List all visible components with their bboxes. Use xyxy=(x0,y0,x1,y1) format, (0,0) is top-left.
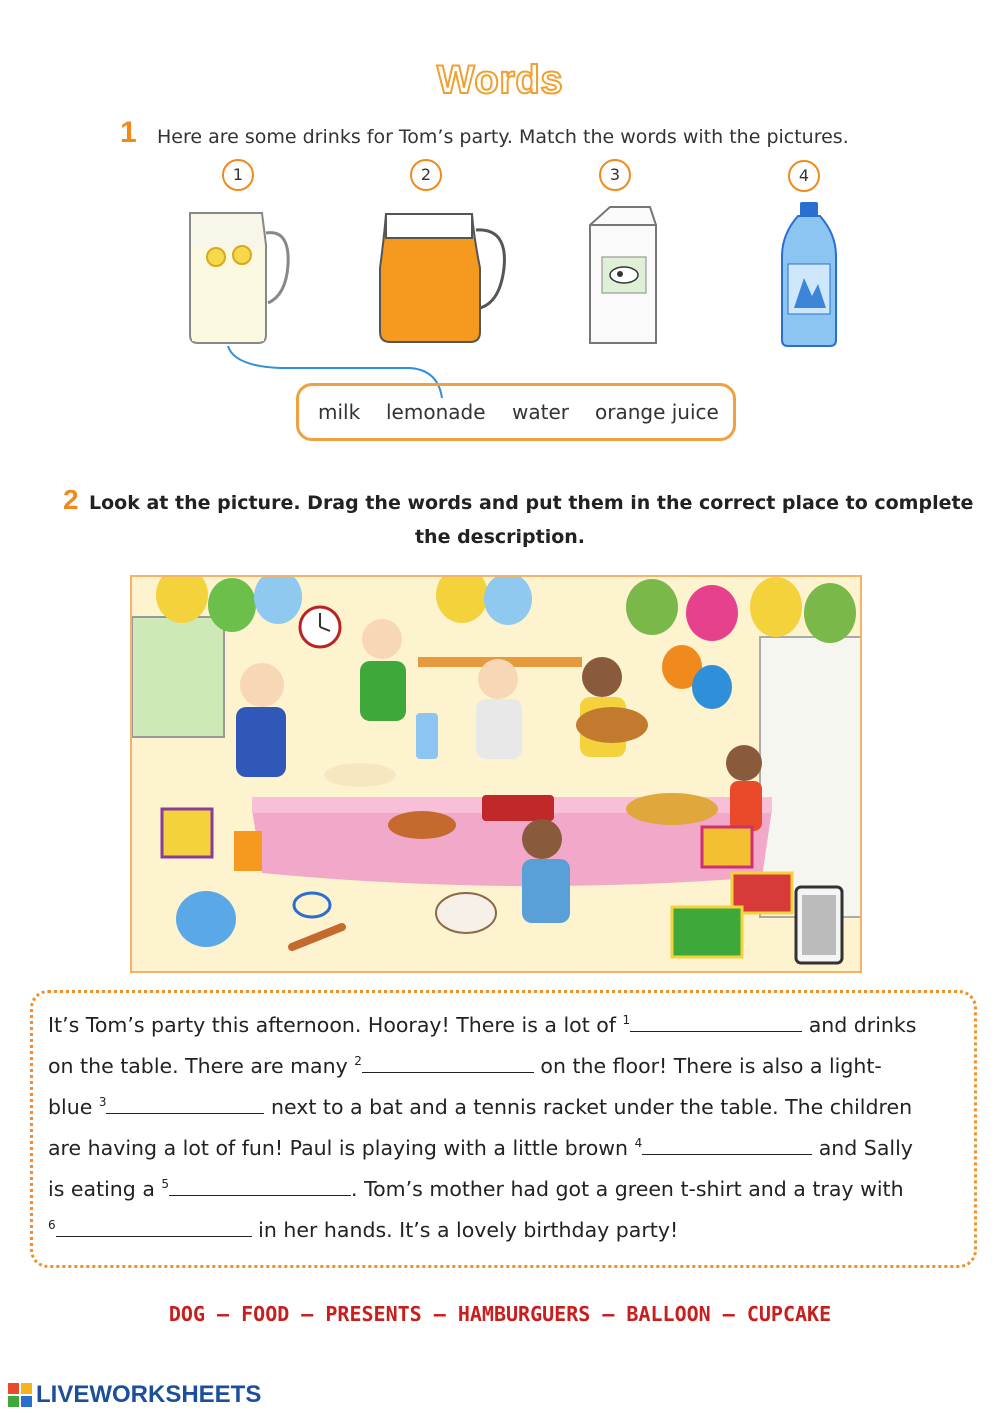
paragraph-line-4 xyxy=(48,1136,951,1160)
present-icon xyxy=(672,907,742,957)
word-lemonade[interactable]: lemonade xyxy=(386,400,486,424)
blank-4-input[interactable] xyxy=(642,1138,812,1155)
blank-number-6: 6 xyxy=(48,1218,56,1233)
word-bank[interactable]: DOG – FOOD – PRESENTS – HAMBURGUERS – BALLOON – CUPCAKE xyxy=(168,1302,832,1326)
blank-3-input[interactable] xyxy=(106,1097,264,1114)
word-water[interactable]: water xyxy=(512,400,569,424)
present-icon xyxy=(702,827,752,867)
blank-5-input[interactable] xyxy=(169,1179,351,1196)
exercise2-number: 2 xyxy=(63,484,79,515)
word-orange-juice[interactable]: orange juice xyxy=(595,400,719,424)
text-segment: blue xyxy=(48,1095,99,1119)
exercise2-instruction-line1: Look at the picture. Drag the words and put them in the correct place to complete xyxy=(89,492,974,514)
text-segment: It’s Tom’s party this afternoon. Hooray! There is a lot of xyxy=(48,1013,623,1037)
balloon-pink-icon xyxy=(686,585,738,641)
girl xyxy=(582,657,622,697)
picture-number-2: 2 xyxy=(410,159,442,191)
text-segment: is eating a xyxy=(48,1177,162,1201)
blank-number-2: 2 xyxy=(354,1054,362,1069)
blank-2-input[interactable] xyxy=(362,1056,534,1073)
child-blonde xyxy=(240,663,284,707)
exercise1-instruction: Here are some drinks for Tom’s party. Match the words with the pictures. xyxy=(157,126,849,148)
paragraph-line-6 xyxy=(48,1218,951,1242)
balloon-green-icon xyxy=(208,578,256,632)
text-segment: in her hands. It’s a lovely birthday party! xyxy=(251,1218,679,1242)
juice-jug-icon xyxy=(234,831,262,871)
bottle-icon xyxy=(416,713,438,759)
dog-icon xyxy=(436,893,496,933)
tom xyxy=(478,659,518,699)
blank-number-1: 1 xyxy=(622,1013,631,1028)
chocolate-box-icon xyxy=(482,795,554,821)
liveworksheets-logo[interactable]: LIVEWORKSHEETS xyxy=(36,1381,262,1408)
paragraph-line-3 xyxy=(48,1095,951,1119)
exercise1-number: 1 xyxy=(120,116,137,149)
paul xyxy=(522,819,562,859)
text-segment: next to a bat and a tennis racket under the table. The children xyxy=(264,1095,913,1119)
word-milk[interactable]: milk xyxy=(318,400,361,424)
blank-number-4: 4 xyxy=(634,1136,643,1151)
fries-icon xyxy=(626,793,718,825)
present-icon xyxy=(162,809,212,857)
window xyxy=(132,617,224,737)
party-illustration xyxy=(130,575,862,973)
blank-1-input[interactable] xyxy=(630,1015,802,1032)
paragraph-line-5 xyxy=(48,1177,951,1201)
exercise2-instruction-line2: the description. xyxy=(414,526,586,548)
text-segment: and drinks xyxy=(802,1013,917,1037)
water-bottle-icon[interactable] xyxy=(778,200,840,348)
text-segment: on the floor! There is also a light- xyxy=(533,1054,882,1078)
light-blue-balloon-icon xyxy=(176,891,236,947)
mother xyxy=(362,619,402,659)
text-segment: . Tom’s mother had got a green t-shirt and a tray with xyxy=(351,1177,904,1201)
picture-number-4: 4 xyxy=(788,160,820,192)
orange-juice-jug-icon[interactable] xyxy=(376,208,511,348)
paragraph-line-1 xyxy=(48,1013,951,1037)
blank-6-input[interactable] xyxy=(56,1220,252,1237)
blank-number-5: 5 xyxy=(161,1177,170,1192)
blank-number-3: 3 xyxy=(98,1095,107,1110)
chicken-icon xyxy=(388,811,456,839)
boy-waving xyxy=(726,745,762,781)
text-segment: on the table. There are many xyxy=(48,1054,355,1078)
picture-number-1: 1 xyxy=(222,159,254,191)
hamburgers-icon xyxy=(576,707,648,743)
party-scene xyxy=(132,577,862,973)
page-title: Words xyxy=(436,58,564,102)
lemonade-jug-icon[interactable] xyxy=(182,205,297,350)
liveworksheets-icon xyxy=(8,1383,32,1407)
milk-carton-icon[interactable] xyxy=(580,205,660,347)
picture-number-3: 3 xyxy=(599,159,631,191)
text-segment: are having a lot of fun! Paul is playing with a little brown xyxy=(48,1136,635,1160)
text-segment: and Sally xyxy=(812,1136,913,1160)
paragraph-line-2 xyxy=(48,1054,951,1078)
plate xyxy=(324,763,396,787)
